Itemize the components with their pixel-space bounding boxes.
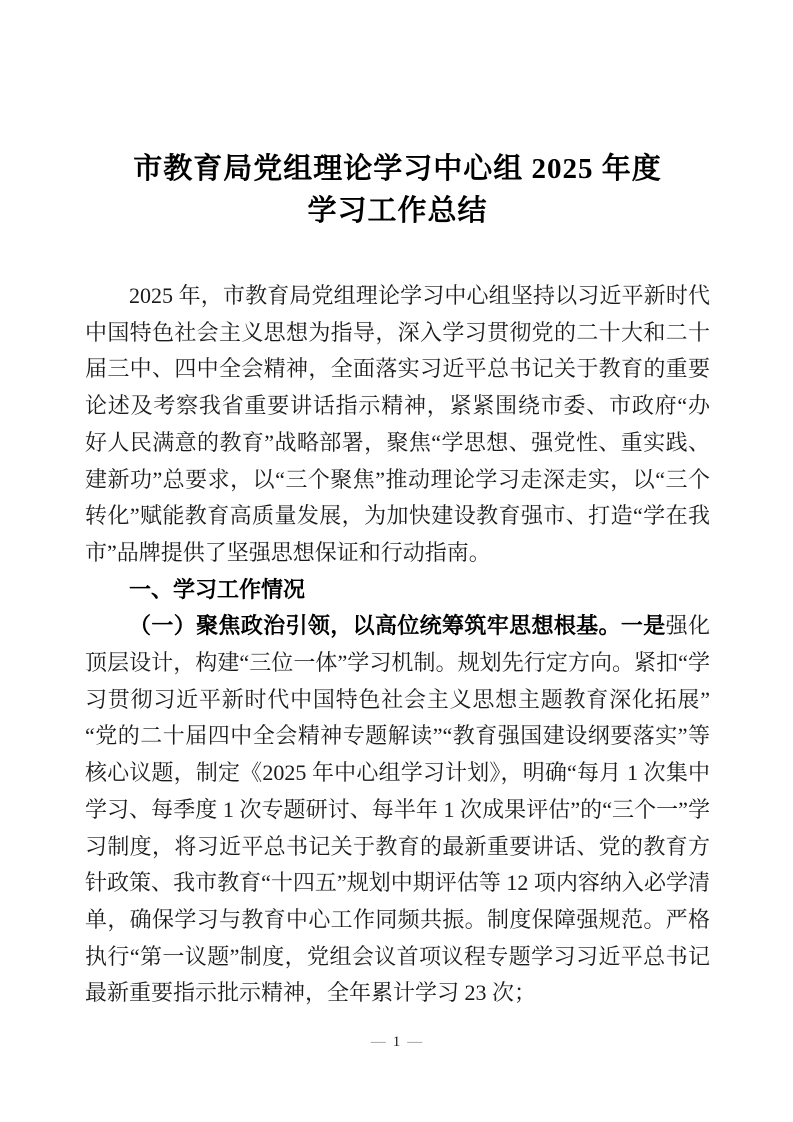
page-footer: [0, 1032, 793, 1052]
paragraph: [85, 608, 710, 1012]
footer-dash-right: —: [407, 1034, 423, 1050]
document-body: [85, 278, 710, 1012]
page-number: 1: [392, 1034, 401, 1050]
document-title-line-1: 市教育局党组理论学习中心组 2025 年度: [133, 153, 662, 185]
document-title-line-2: 学习工作总结: [307, 195, 488, 227]
text-run: 2025 年，市教育局党组理论学习中心组坚持以习近平新时代中国特色社会主义思想为指导，深入学习贯彻党的二十大和二十届三中、四中全会精神，全面落实习近平总书记关于教育的重要论述及考察我省重要讲话指示精神，紧紧围绕市委、市政府“办好人民满意的教育”战略部署，聚焦“学思想、强党性、重实践、建新功”总要求，以“三个聚焦”推动理论学习走深走实，以“三个转化”赋能教育高质量发展，为加快建设教育强市、打造“学在我市”品牌提供了坚强思想保证和行动指南。: [85, 283, 710, 565]
paragraph: [85, 278, 710, 572]
bold-text-run: （一）聚焦政治引领，以高位统筹筑牢思想根基。一是: [129, 613, 666, 639]
document-title: [85, 148, 710, 232]
text-run: 强化顶层设计，构建“三位一体”学习机制。规划先行定方向。紧扣“学习贯彻习近平新时代中国特色社会主义思想主题教育深化拓展”“党的二十届四中全会精神专题解读”“教育强国建设纲要落实”等核心议题，制定《2025 年中心组学习计划》，明确“每月 1 次集中学习、每季度 1 次专题研讨、每半年 1 次成果评估”的“三个一”学习制度，将习近平总书记关于教育的最新重要讲话、党的教育方针政策、我市教育“十四五”规划中期评估等 12 项内容纳入必学清单，确保学习与教育中心工作同频共振。制度保障强规范。严格执行“第一议题”制度，党组会议首项议程专题学习习近平总书记最新重要指示批示精神，全年累计学习 23 次；: [85, 613, 710, 1006]
bold-text-run: 一、学习工作情况: [129, 576, 306, 602]
section-heading: [85, 572, 710, 609]
footer-dash-left: —: [370, 1034, 386, 1050]
